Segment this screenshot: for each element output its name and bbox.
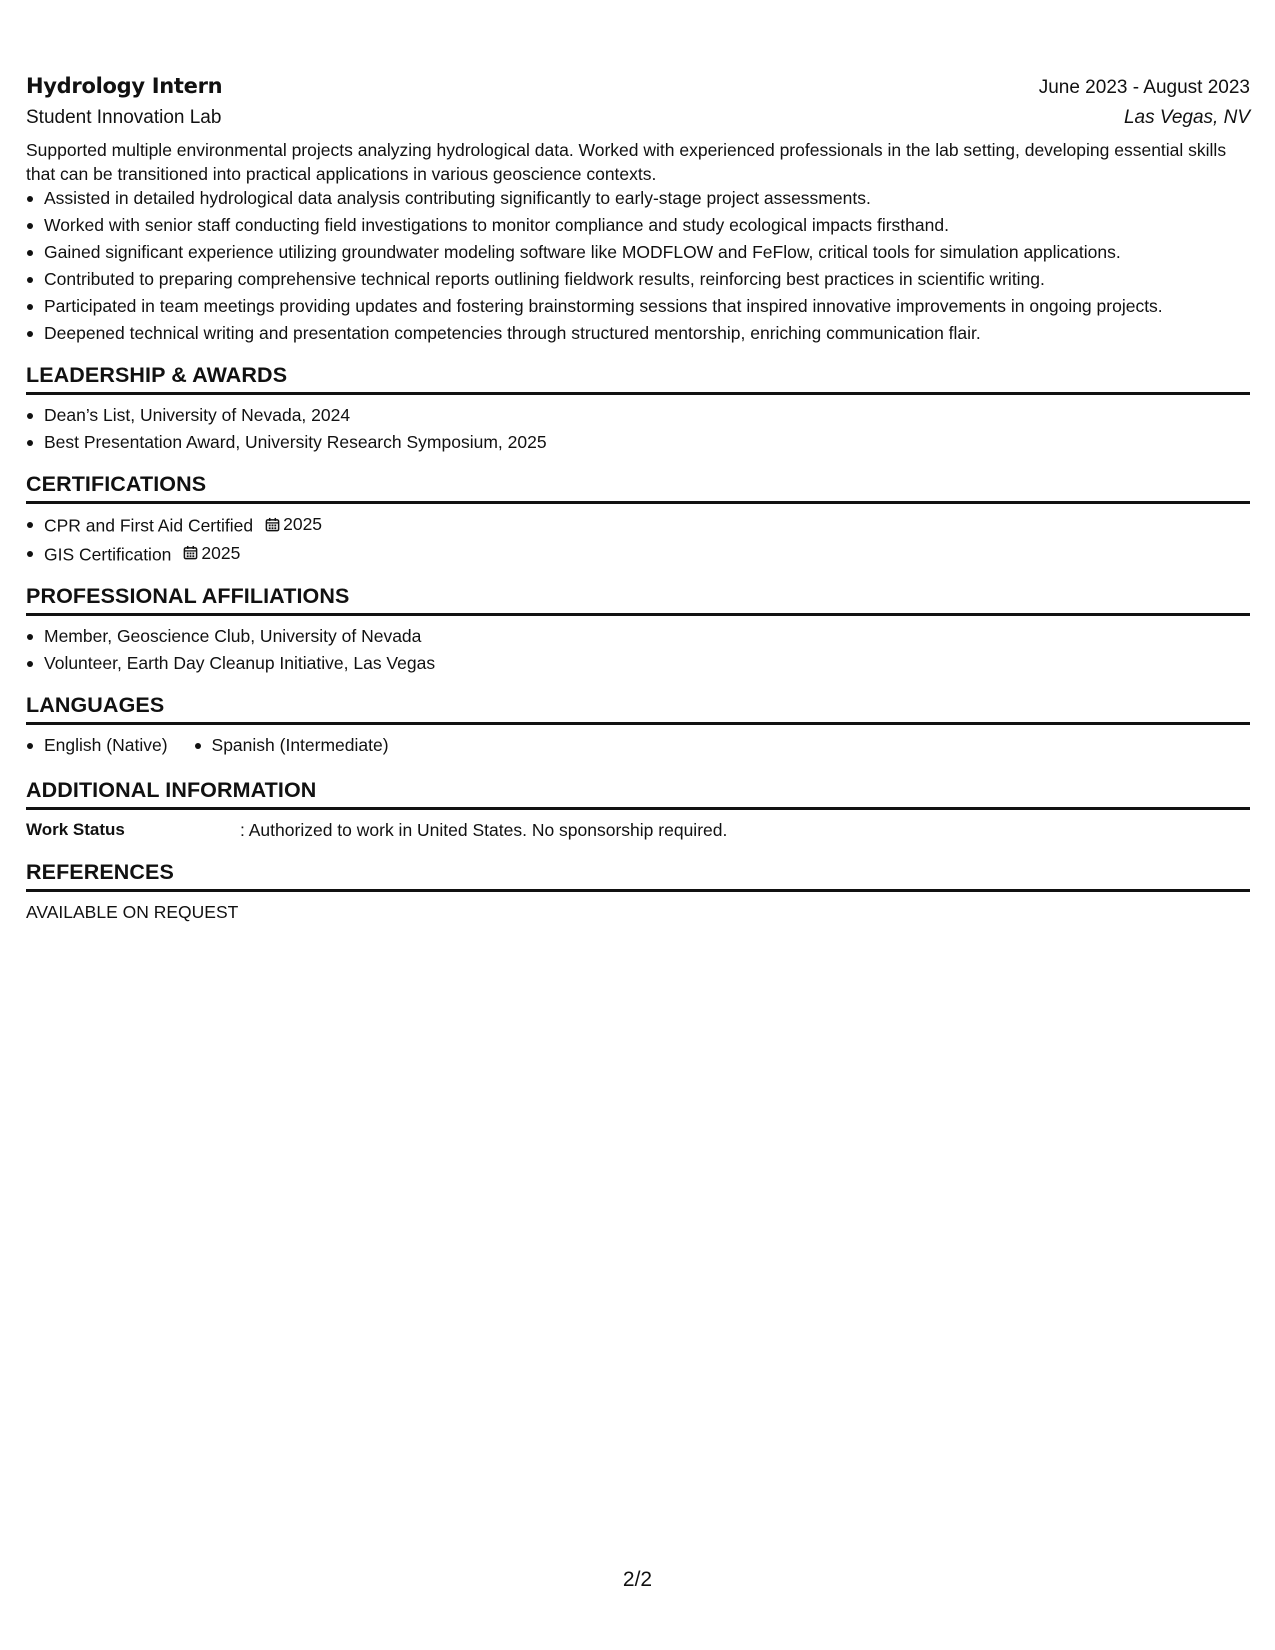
list-item <box>26 512 1250 538</box>
job-location: Las Vegas, NV <box>1123 107 1250 128</box>
job-summary: Supported multiple environmental projects analyzing hydrological data. Worked with experienced professionals in the lab setting, developing essential skills that can be transitioned into practical applications in various geoscience contexts. <box>26 140 1227 184</box>
section-heading-leadership: LEADERSHIP & AWARDS <box>26 363 1250 395</box>
section-heading-languages: LANGUAGES <box>26 693 1250 725</box>
section-heading-references: REFERENCES <box>26 860 1250 892</box>
list-item: Assisted in detailed hydrological data analysis contributing significantly to early-stage project assessments. <box>26 186 1250 210</box>
certification-date <box>265 512 322 536</box>
job-dates: June 2023 - August 2023 <box>1038 77 1250 98</box>
references-text: AVAILABLE ON REQUEST <box>26 902 239 922</box>
list-item: Worked with senior staff conducting field investigations to monitor compliance and study ecological impacts firsthand. <box>26 213 1250 237</box>
list-item: Gained significant experience utilizing groundwater modeling software like MODFLOW and FeFlow, critical tools for simulation applications. <box>26 240 1250 264</box>
list-item: Member, Geoscience Club, University of Nevada <box>26 624 1250 648</box>
affiliations-list <box>26 624 1250 675</box>
work-status-value: : Authorized to work in United States. No sponsorship required. <box>240 820 728 840</box>
certification-name: GIS Certification <box>44 544 172 564</box>
work-status-row <box>26 818 1250 842</box>
list-item: Best Presentation Award, University Research Symposium, 2025 <box>26 430 1250 454</box>
calendar-icon <box>183 545 198 560</box>
list-item <box>26 541 1250 567</box>
list-item: Contributed to preparing comprehensive technical reports outlining fieldwork results, reinforcing best practices in scientific writing. <box>26 267 1250 291</box>
job-title: Hydrology Intern <box>26 74 223 98</box>
job-bullet-list <box>26 186 1250 345</box>
section-heading-additional-information: ADDITIONAL INFORMATION <box>26 778 1250 810</box>
job-subheader <box>26 107 1250 129</box>
work-status-label: Work Status <box>26 820 125 839</box>
leadership-list <box>26 403 1250 454</box>
job-organization: Student Innovation Lab <box>26 107 222 128</box>
certification-year: 2025 <box>283 514 323 534</box>
page-number: 2/2 <box>622 1568 653 1591</box>
certification-name: CPR and First Aid Certified <box>44 515 254 536</box>
list-item: Deepened technical writing and presentation competencies through structured mentorship, enriching communication flair. <box>26 321 1250 345</box>
list-item: English (Native) <box>26 733 168 757</box>
section-heading-certifications: CERTIFICATIONS <box>26 472 1250 504</box>
languages-list <box>26 733 1250 760</box>
resume-page <box>26 74 1250 924</box>
list-item: Dean’s List, University of Nevada, 2024 <box>26 403 1250 427</box>
certifications-list <box>26 512 1250 566</box>
certification-date <box>183 541 240 565</box>
list-item: Participated in team meetings providing updates and fostering brainstorming sessions that inspired innovative improvements in ongoing projects. <box>26 294 1250 318</box>
list-item: Spanish (Intermediate) <box>194 733 389 757</box>
certification-year: 2025 <box>201 542 241 563</box>
section-heading-affiliations: PROFESSIONAL AFFILIATIONS <box>26 584 1250 616</box>
calendar-icon <box>265 517 280 532</box>
list-item: Volunteer, Earth Day Cleanup Initiative, Las Vegas <box>26 651 1250 675</box>
job-header <box>26 74 1250 99</box>
